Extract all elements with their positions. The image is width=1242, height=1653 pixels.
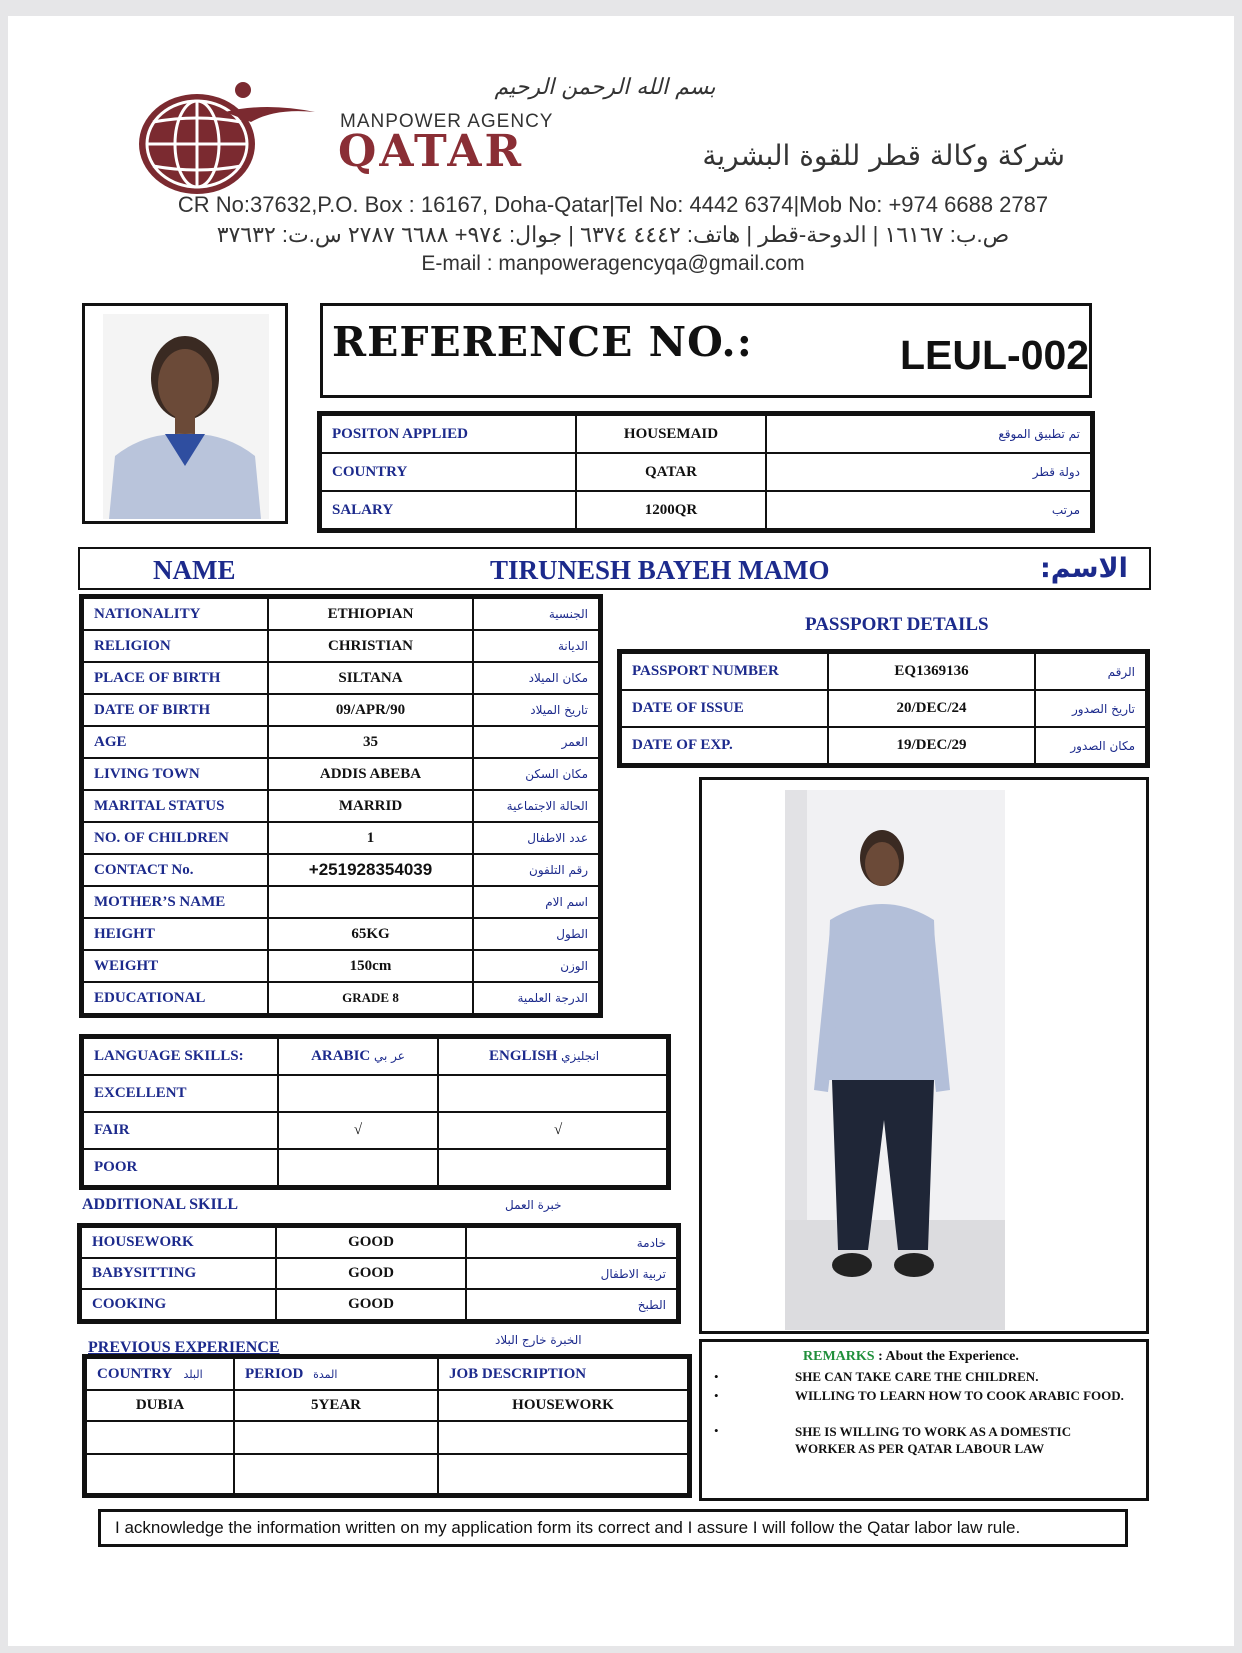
applicant-portrait-photo: [82, 303, 288, 524]
table-row: [321, 415, 1091, 453]
personal-value: +251928354039: [268, 854, 473, 886]
issue-date-label: DATE OF ISSUE: [621, 690, 828, 727]
personal-label: RELIGION: [83, 630, 268, 662]
table-row: [81, 1289, 677, 1320]
personal-value: [268, 886, 473, 918]
arabic-header-en: ARABIC: [311, 1048, 371, 1064]
experience-job: HOUSEWORK: [438, 1390, 688, 1421]
expiry-date-value: 19/DEC/29: [828, 727, 1035, 764]
contact-arabic: ص.ب: ١٦١٦٧ | الدوحة-قطر | هاتف: ٤٤٤٢ ٦٣٧٤ | جوال: ٩٧٤+ ٦٦٨٨ ٢٧٨٧ س.ت: ٣٧٦٣٢: [216, 222, 1010, 247]
table-row: [321, 491, 1091, 529]
poor-english-mark: [438, 1149, 667, 1186]
personal-ar: تاريخ الميلاد: [473, 694, 599, 726]
personal-label: EDUCATIONAL: [83, 982, 268, 1014]
personal-ar: الحالة الاجتماعية: [473, 790, 599, 822]
fair-arabic-mark: √: [278, 1112, 438, 1149]
remarks-label: REMARKS: [803, 1349, 875, 1364]
experience-period: [234, 1421, 438, 1454]
agency-name-big: QATAR: [338, 126, 525, 177]
babysitting-value: GOOD: [276, 1258, 466, 1289]
previous-experience-arabic: الخبرة خارج البلاد: [495, 1333, 582, 1347]
reference-value: LEUL-002: [900, 332, 1090, 378]
table-row: [83, 694, 599, 726]
personal-value: MARRID: [268, 790, 473, 822]
table-row: [81, 1227, 677, 1258]
position-label: POSITON APPLIED: [321, 415, 576, 453]
period-header-ar: المدة: [313, 1367, 338, 1381]
passport-title: PASSPORT DETAILS: [805, 614, 989, 635]
remark-item: SHE IS WILLING TO WORK AS A DOMESTIC WORKER AS PER QATAR LABOUR LAW: [795, 1424, 1072, 1456]
table-row: [83, 662, 599, 694]
table-row: [83, 950, 599, 982]
personal-ar: رقم التلفون: [473, 854, 599, 886]
personal-label: CONTACT No.: [83, 854, 268, 886]
table-row: [86, 1390, 688, 1421]
personal-details-table: [82, 597, 600, 1015]
personal-value: CHRISTIAN: [268, 630, 473, 662]
salary-label: SALARY: [321, 491, 576, 529]
country-value: QATAR: [576, 453, 766, 491]
experience-period: [234, 1454, 438, 1494]
experience-period: 5YEAR: [234, 1390, 438, 1421]
cooking-arabic: الطبخ: [466, 1289, 677, 1320]
personal-value: ETHIOPIAN: [268, 598, 473, 630]
table-row: [83, 918, 599, 950]
table-row: [621, 653, 1146, 690]
personal-value: 150cm: [268, 950, 473, 982]
table-row: [83, 854, 599, 886]
personal-value: SILTANA: [268, 662, 473, 694]
personal-label: MOTHER’S NAME: [83, 886, 268, 918]
personal-ar: اسم الام: [473, 886, 599, 918]
issue-date-value: 20/DEC/24: [828, 690, 1035, 727]
language-skills-table: [82, 1037, 668, 1187]
bullet-icon: •: [714, 1369, 719, 1384]
full-body-photo-icon: [702, 780, 1146, 1331]
bullet-icon: •: [714, 1423, 719, 1438]
english-column-header: [438, 1038, 667, 1075]
personal-value: 09/APR/90: [268, 694, 473, 726]
period-header-en: PERIOD: [245, 1365, 304, 1382]
position-value: HOUSEMAID: [576, 415, 766, 453]
personal-ar: العمر: [473, 726, 599, 758]
fair-english-mark: √: [438, 1112, 667, 1149]
name-label: NAME: [153, 555, 236, 585]
personal-value: 1: [268, 822, 473, 854]
personal-label: NO. OF CHILDREN: [83, 822, 268, 854]
bullet-icon: •: [714, 1388, 719, 1403]
experience-job: [438, 1454, 688, 1494]
personal-label: PLACE OF BIRTH: [83, 662, 268, 694]
period-column-header: [234, 1358, 438, 1390]
personal-ar: مكان السكن: [473, 758, 599, 790]
agency-logo-icon: [125, 82, 325, 200]
table-row: [86, 1358, 688, 1390]
english-header-en: ENGLISH: [489, 1048, 558, 1064]
excellent-label: EXCELLENT: [83, 1075, 278, 1112]
country-header-en: COUNTRY: [97, 1365, 172, 1382]
personal-label: LIVING TOWN: [83, 758, 268, 790]
cooking-value: GOOD: [276, 1289, 466, 1320]
personal-ar: عدد الاطفال: [473, 822, 599, 854]
name-arabic: الاسم:: [1040, 553, 1128, 584]
acknowledgement-box: I acknowledge the information written on my application form its correct and I assure I will follow the Qatar labor law rule.: [98, 1509, 1128, 1547]
country-column-header: [86, 1358, 234, 1390]
housework-value: GOOD: [276, 1227, 466, 1258]
passport-table: [620, 652, 1147, 765]
agency-name-arabic: شركة وكالة قطر للقوة البشرية: [702, 139, 1065, 172]
position-table: [320, 414, 1092, 530]
experience-table: [85, 1357, 689, 1495]
housework-arabic: خادمة: [466, 1227, 677, 1258]
remarks-heading: [803, 1349, 1019, 1365]
issue-date-arabic: تاريخ الصدور: [1035, 690, 1146, 727]
personal-ar: الطول: [473, 918, 599, 950]
table-row: [621, 690, 1146, 727]
english-header-ar: انجليزي: [561, 1049, 600, 1063]
remark-item: SHE CAN TAKE CARE THE CHILDREN.: [795, 1369, 1039, 1384]
table-row: [81, 1258, 677, 1289]
additional-skills-table: [80, 1226, 678, 1321]
arabic-header-ar: عر بي: [374, 1049, 405, 1063]
personal-label: NATIONALITY: [83, 598, 268, 630]
table-row: [83, 822, 599, 854]
personal-value: 35: [268, 726, 473, 758]
poor-label: POOR: [83, 1149, 278, 1186]
passport-number-label: PASSPORT NUMBER: [621, 653, 828, 690]
personal-label: AGE: [83, 726, 268, 758]
passport-number-value: EQ1369136: [828, 653, 1035, 690]
table-row: [86, 1454, 688, 1494]
experience-country: [86, 1421, 234, 1454]
personal-label: MARITAL STATUS: [83, 790, 268, 822]
expiry-date-arabic: مكان الصدور: [1035, 727, 1146, 764]
excellent-english-mark: [438, 1075, 667, 1112]
personal-label: WEIGHT: [83, 950, 268, 982]
personal-value: GRADE 8: [268, 982, 473, 1014]
personal-label: DATE OF BIRTH: [83, 694, 268, 726]
position-arabic: تم تطبيق الموقع: [766, 415, 1091, 453]
table-row: [83, 1075, 667, 1112]
table-row: [321, 453, 1091, 491]
job-description-header: JOB DESCRIPTION: [438, 1358, 688, 1390]
remarks-subtitle: : About the Experience.: [874, 1349, 1019, 1364]
language-skills-label: LANGUAGE SKILLS:: [83, 1038, 278, 1075]
personal-ar: الجنسية: [473, 598, 599, 630]
table-row: [86, 1421, 688, 1454]
babysitting-label: BABYSITTING: [81, 1258, 276, 1289]
arabic-column-header: [278, 1038, 438, 1075]
applicant-full-photo: [699, 777, 1149, 1334]
reference-label: REFERENCE NO.:: [332, 318, 753, 366]
personal-value: ADDIS ABEBA: [268, 758, 473, 790]
personal-ar: مكان الميلاد: [473, 662, 599, 694]
portrait-icon: [85, 306, 285, 521]
table-row: [83, 982, 599, 1014]
table-row: [621, 727, 1146, 764]
remark-item: WILLING TO LEARN HOW TO COOK ARABIC FOOD.: [795, 1388, 1124, 1403]
salary-value: 1200QR: [576, 491, 766, 529]
personal-value: 65KG: [268, 918, 473, 950]
experience-job: [438, 1421, 688, 1454]
additional-skill-label: ADDITIONAL SKILL: [82, 1196, 239, 1213]
salary-arabic: مرتب: [766, 491, 1091, 529]
personal-ar: الديانة: [473, 630, 599, 662]
table-row: [83, 758, 599, 790]
name-value: TIRUNESH BAYEH MAMO: [490, 555, 830, 585]
experience-country: DUBIA: [86, 1390, 234, 1421]
additional-skill-arabic: خبرة العمل: [505, 1198, 562, 1212]
passport-number-arabic: الرقم: [1035, 653, 1146, 690]
agency-name-small: MANPOWER AGENCY: [340, 111, 554, 132]
experience-country: [86, 1454, 234, 1494]
poor-arabic-mark: [278, 1149, 438, 1186]
table-row: [83, 598, 599, 630]
personal-ar: الوزن: [473, 950, 599, 982]
cooking-label: COOKING: [81, 1289, 276, 1320]
table-row: [83, 726, 599, 758]
fair-label: FAIR: [83, 1112, 278, 1149]
table-row: [83, 1038, 667, 1075]
country-label: COUNTRY: [321, 453, 576, 491]
personal-ar: الدرجة العلمية: [473, 982, 599, 1014]
bismillah-calligraphy: بسم الله الرحمن الرحيم: [494, 75, 716, 100]
table-row: [83, 790, 599, 822]
table-row: [83, 630, 599, 662]
expiry-date-label: DATE OF EXP.: [621, 727, 828, 764]
country-header-ar: البلد: [183, 1367, 203, 1381]
table-row: [83, 886, 599, 918]
babysitting-arabic: تربية الاطفال: [466, 1258, 677, 1289]
contact-email: E-mail : manpoweragencyqa@gmail.com: [421, 252, 805, 275]
table-row: [83, 1149, 667, 1186]
personal-label: HEIGHT: [83, 918, 268, 950]
table-row: [83, 1112, 667, 1149]
excellent-arabic-mark: [278, 1075, 438, 1112]
contact-english: CR No:37632,P.O. Box : 16167, Doha-Qatar|Tel No: 4442 6374|Mob No: +974 6688 2787: [177, 192, 1049, 217]
previous-experience-label: PREVIOUS EXPERIENCE: [88, 1339, 280, 1356]
country-arabic: دولة قطر: [766, 453, 1091, 491]
housework-label: HOUSEWORK: [81, 1227, 276, 1258]
